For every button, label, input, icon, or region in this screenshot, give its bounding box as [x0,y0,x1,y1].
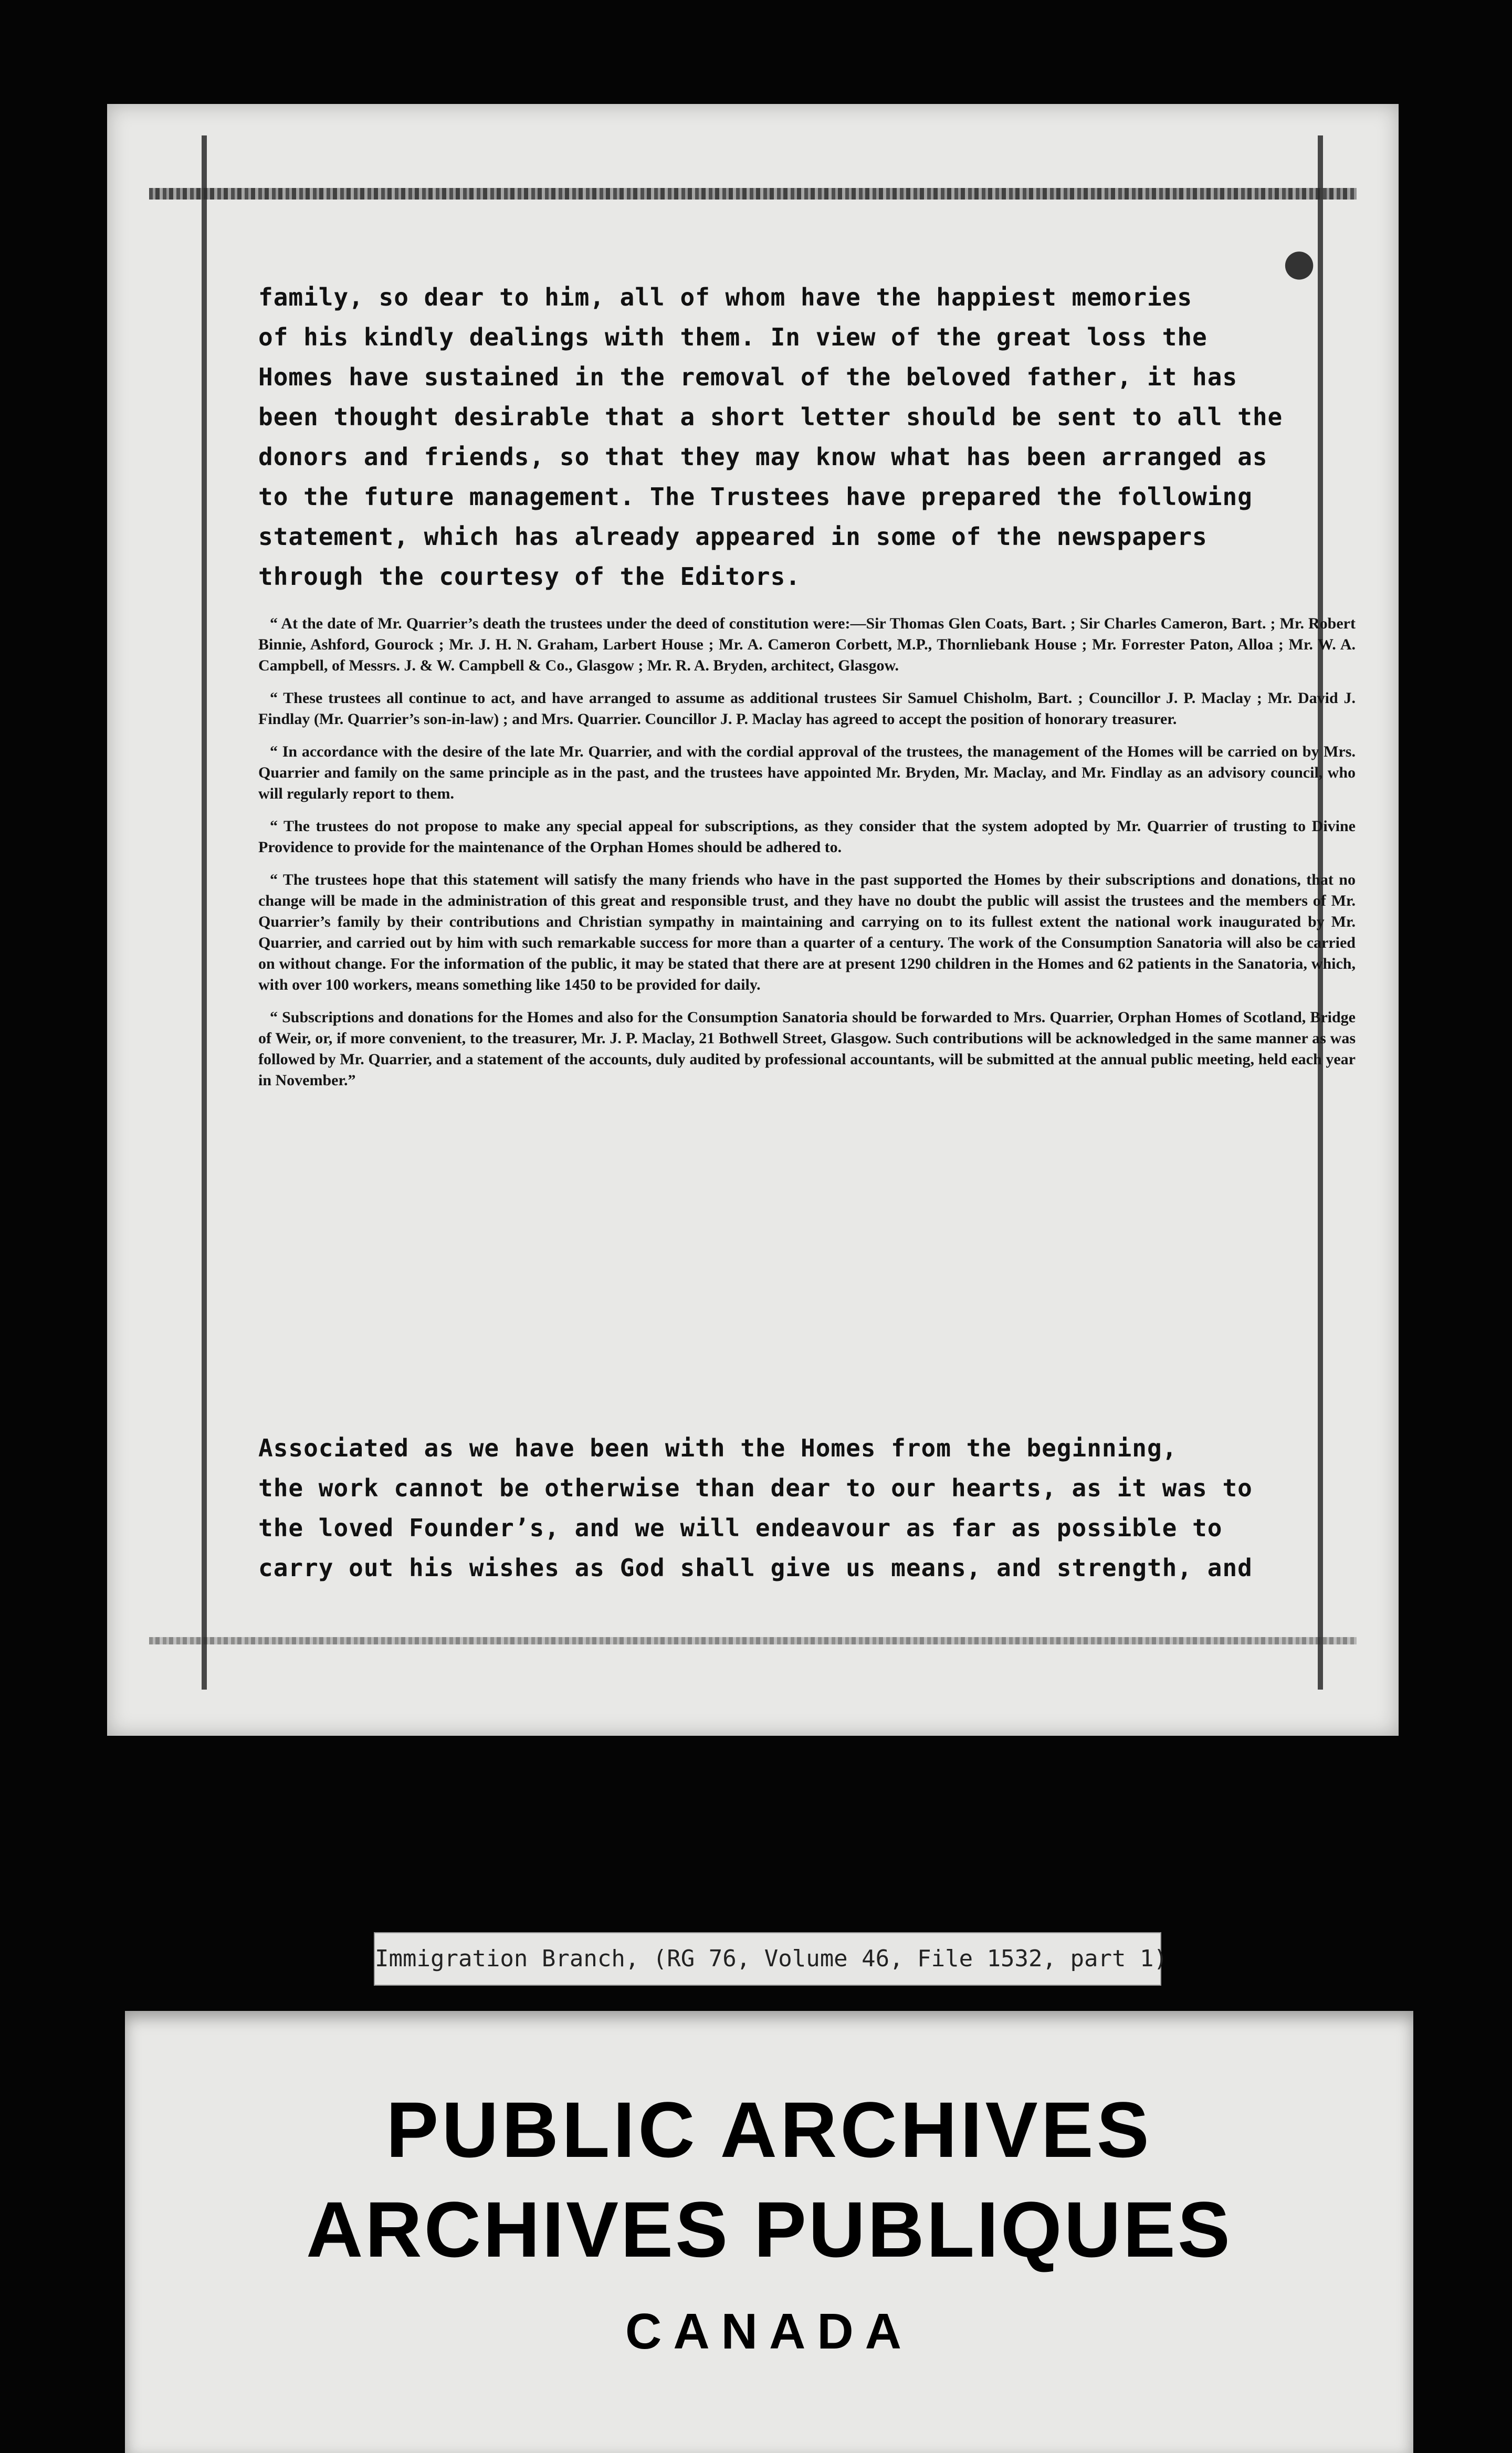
archives-title-english: PUBLIC ARCHIVES [386,2085,1152,2174]
ink-mark-icon: ● [1283,240,1316,284]
typed-line: the work cannot be otherwise than dear to our hearts, as it was to [258,1474,1253,1502]
typed-line: the loved Founder’s, and we will endeavour as far as possible to [258,1514,1223,1542]
statement-paragraph: “ Subscriptions and donations for the Homes and also for the Consumption Sanatoria should be forwarded to Mrs. Quarrier, Orphan Homes of Scotland, Bridge of Weir, or, if more convenient, to the treasurer, Mr. J. P. Maclay, 21 Bothwell Street, Glasgow. Such contributions will be acknowledged in the same manner as was followed by Mr. Quarrier, and a statement of the accounts, duly audited by professional accountants, will be submitted at the annual public meeting, held each year in November.” [258,1009,1356,1089]
document-page [107,104,1399,1736]
typed-line: Homes have sustained in the removal of the beloved father, it has [258,363,1238,391]
typed-paragraph-bottom [258,1428,1382,1588]
statement-paragraph: “ The trustees do not propose to make any special appeal for subscriptions, as they consider that the system adopted by Mr. Quarrier of trusting to Divine Providence to provide for the maintenance of the Orphan Homes should be adhered to. [258,817,1356,856]
statement-paragraph: “ In accordance with the desire of the late Mr. Quarrier, and with the cordial approval of the trustees, the management of the Homes will be carried on by Mrs. Quarrier and family on the same principle as in the past, and the trustees have appointed Mr. Bryden, Mr. Maclay, and Mr. Findlay as an advisory council, who will regularly report to them. [258,743,1356,802]
archives-country: CANADA [625,2303,913,2360]
left-margin-line [202,135,207,1690]
top-rule-line [149,188,1357,200]
typed-line: statement, which has already appeared in some of the newspapers [258,522,1208,551]
typed-line: through the courtesy of the Editors. [258,562,801,591]
typed-line: been thought desirable that a short letter should be sent to all the [258,403,1283,431]
archive-reference-label: Immigration Branch, (RG 76, Volume 46, File 1532, part 1) [374,1932,1161,1986]
trustees-statement [258,613,1356,1103]
archives-title-french: ARCHIVES PUBLIQUES [306,2185,1232,2273]
typed-line: Associated as we have been with the Homes from the beginning, [258,1434,1178,1462]
archives-card [125,2011,1413,2453]
statement-paragraph: “ The trustees hope that this statement will satisfy the many friends who have in the past supported the Homes by their subscriptions and donations, that no change will be made in the administration of this great and responsible trust, and they have no doubt the public will assist the trustees and the members of Mr. Quarrier’s family by their contributions and Christian sympathy in maintaining and carrying on to its fullest extent the national work inaugurated by Mr. Quarrier, and carried out by him with such remarkable success for more than a quarter of a century. The work of the Consumption Sanatoria will also be carried on without change. For the information of the public, it may be stated that there are at present 1290 children in the Homes and 62 patients in the Sanatoria, which, with over 100 workers, means something like 1450 to be provided for daily. [258,871,1356,993]
bottom-rule-line [149,1637,1357,1644]
statement-paragraph: “ At the date of Mr. Quarrier’s death the trustees under the deed of constitution were:—Sir Thomas Glen Coats, Bart. ; Sir Charles Cameron, Bart. ; Mr. Robert Binnie, Ashford, Gourock ; Mr. J. H. N. Graham, Larbert House ; Mr. A. Cameron Corbett, M.P., Thornliebank House ; Mr. Forrester Paton, Alloa ; Mr. W. A. Campbell, of Messrs. J. & W. Campbell & Co., Glasgow ; Mr. R. A. Bryden, architect, Glasgow. [258,615,1356,674]
typed-line: to the future management. The Trustees have prepared the following [258,483,1253,511]
statement-paragraph: “ These trustees all continue to act, and have arranged to assume as additional trustees Sir Samuel Chisholm, Bart. ; Councillor J. P. Maclay ; Mr. David J. Findlay (Mr. Quarrier’s son-in-law) ; and Mrs. Quarrier. Councillor J. P. Maclay has agreed to accept the position of honorary treasurer. [258,689,1356,728]
typed-line: family, so dear to him, all of whom have the happiest memories [258,283,1193,311]
typed-line: of his kindly dealings with them. In view of the great loss the [258,323,1208,351]
typed-paragraph-top [258,277,1382,596]
typed-line: carry out his wishes as God shall give us means, and strength, and [258,1554,1253,1582]
typed-line: donors and friends, so that they may know what has been arranged as [258,443,1268,471]
